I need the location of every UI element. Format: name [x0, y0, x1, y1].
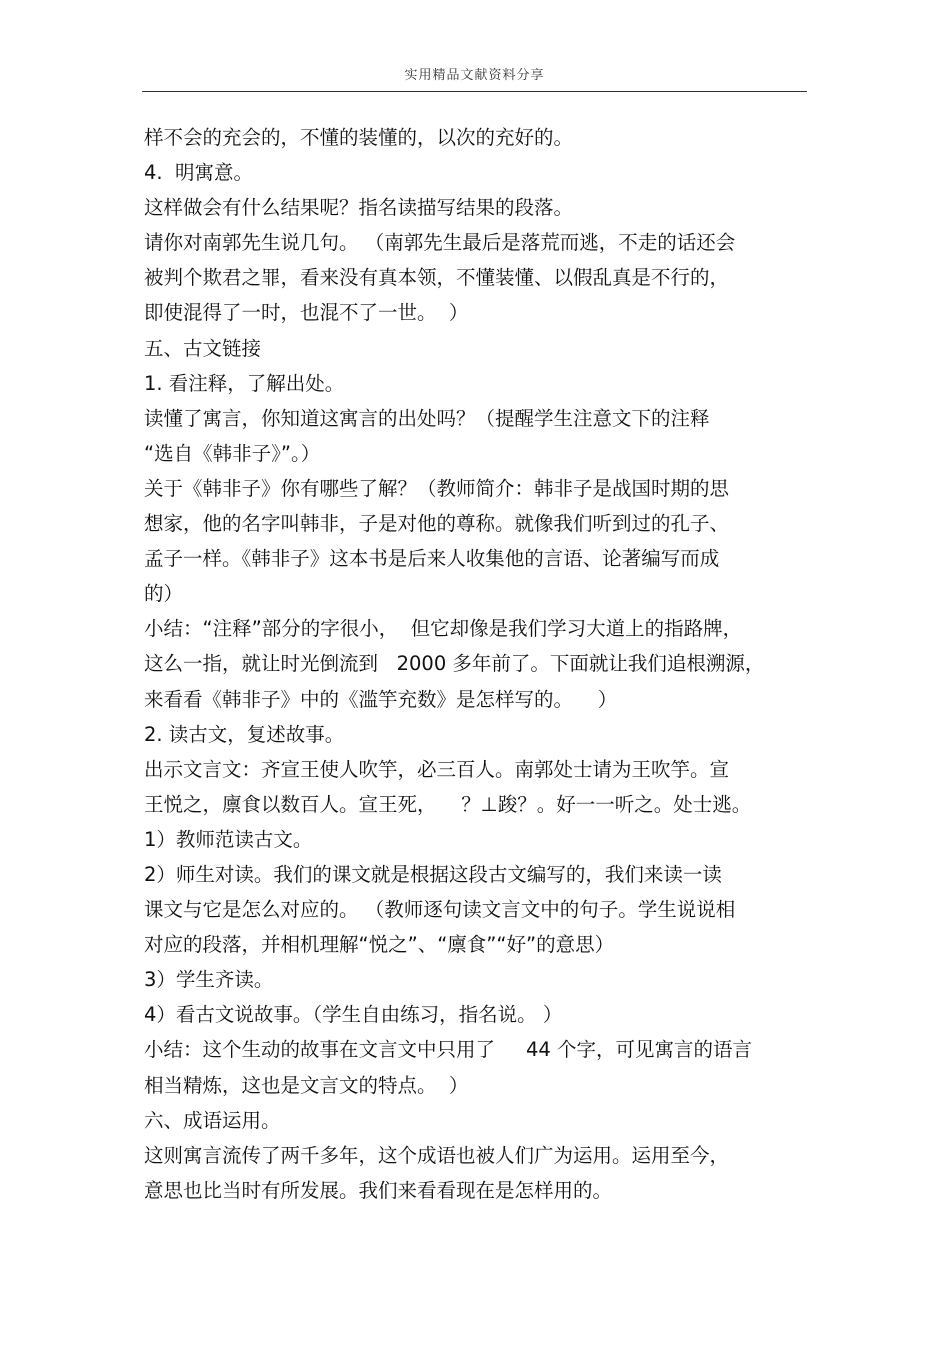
header-title: 实用精品文献资料分享: [404, 68, 545, 83]
text-line: 这则寓言流传了两千多年，这个成语也被人们广为运用。运用至今，: [144, 1143, 730, 1167]
text-line: 王悦之，廪食以数百人。宣王死， ？⊥踆？。好一一听之。处士逃。: [144, 792, 752, 816]
text-line: 2. 读古文，复述故事。: [144, 722, 345, 746]
text-line: 请你对南郭先生说几句。 （南郭先生最后是落荒而逃，不走的话还会: [144, 231, 736, 255]
text-line: 读懂了寓言，你知道这寓言的出处吗？（提醒学生注意文下的注释: [144, 406, 710, 430]
text-line: 样不会的充会的，不懂的装懂的，以次的充好的。: [144, 126, 574, 149]
text-line: 1）教师范读古文。: [144, 827, 313, 851]
text-line: 被判个欺君之罪，看来没有真本领，不懂装懂、以假乱真是不行的，: [144, 266, 730, 290]
text-line: 想家，他的名字叫韩非，子是对他的尊称。就像我们听到过的孔子、: [144, 512, 730, 536]
text-line: 的）: [144, 582, 184, 606]
text-line: 4. 明寓意。: [144, 161, 254, 185]
text-line: 2）师生对读。我们的课文就是根据这段古文编写的，我们来读一读: [144, 862, 722, 886]
text-line: 五、古文链接: [144, 336, 262, 360]
text-line: 即使混得了一时，也混不了一世。 ）: [144, 301, 469, 325]
text-line: 相当精炼，这也是文言文的特点。 ）: [144, 1073, 469, 1097]
text-line: 4）看古文说故事。（学生自由练习，指名说。 ）: [144, 1003, 563, 1027]
text-line: 3）学生齐读。: [144, 968, 274, 992]
text-line: 关于《韩非子》你有哪些了解？（教师简介：韩非子是战国时期的思: [144, 476, 730, 500]
text-line: 小结：“注释”部分的字很小， 但它却像是我们学习大道上的指路牌，: [144, 617, 743, 641]
text-line: 这么一指，就让时光倒流到 2000 多年前了。下面就让我们追根溯源，: [144, 652, 765, 676]
text-line: 出示文言文：齐宣王使人吹竽，必三百人。南郭处士请为王吹竽。宣: [144, 757, 730, 781]
text-line: 孟子一样。《韩非子》这本书是后来人收集他的言语、论著编写而成: [144, 547, 720, 571]
text-line: 意思也比当时有所发展。我们来看看现在是怎样用的。: [144, 1178, 613, 1202]
text-line: 对应的段落，并相机理解“悦之”、“廪食”“好”的意思）: [144, 933, 615, 957]
text-line: 六、成语运用。: [144, 1108, 281, 1132]
text-line: “选自《韩非子》”。）: [144, 441, 321, 465]
text-line: 课文与它是怎么对应的。 （教师逐句读文言文中的句子。学生说说相: [144, 898, 736, 922]
header-divider: [142, 91, 807, 92]
text-line: 这样做会有什么结果呢？指名读描写结果的段落。: [144, 196, 574, 220]
text-line: 来看看《韩非子》中的《滥竽充数》是怎样写的。 ）: [144, 687, 618, 711]
document-body: [144, 120, 809, 1208]
text-line: 小结：这个生动的故事在文言文中只用了 44 个字，可见寓言的语言: [144, 1038, 753, 1062]
text-line: 1. 看注释，了解出处。: [144, 371, 345, 395]
page-header: [142, 64, 807, 92]
